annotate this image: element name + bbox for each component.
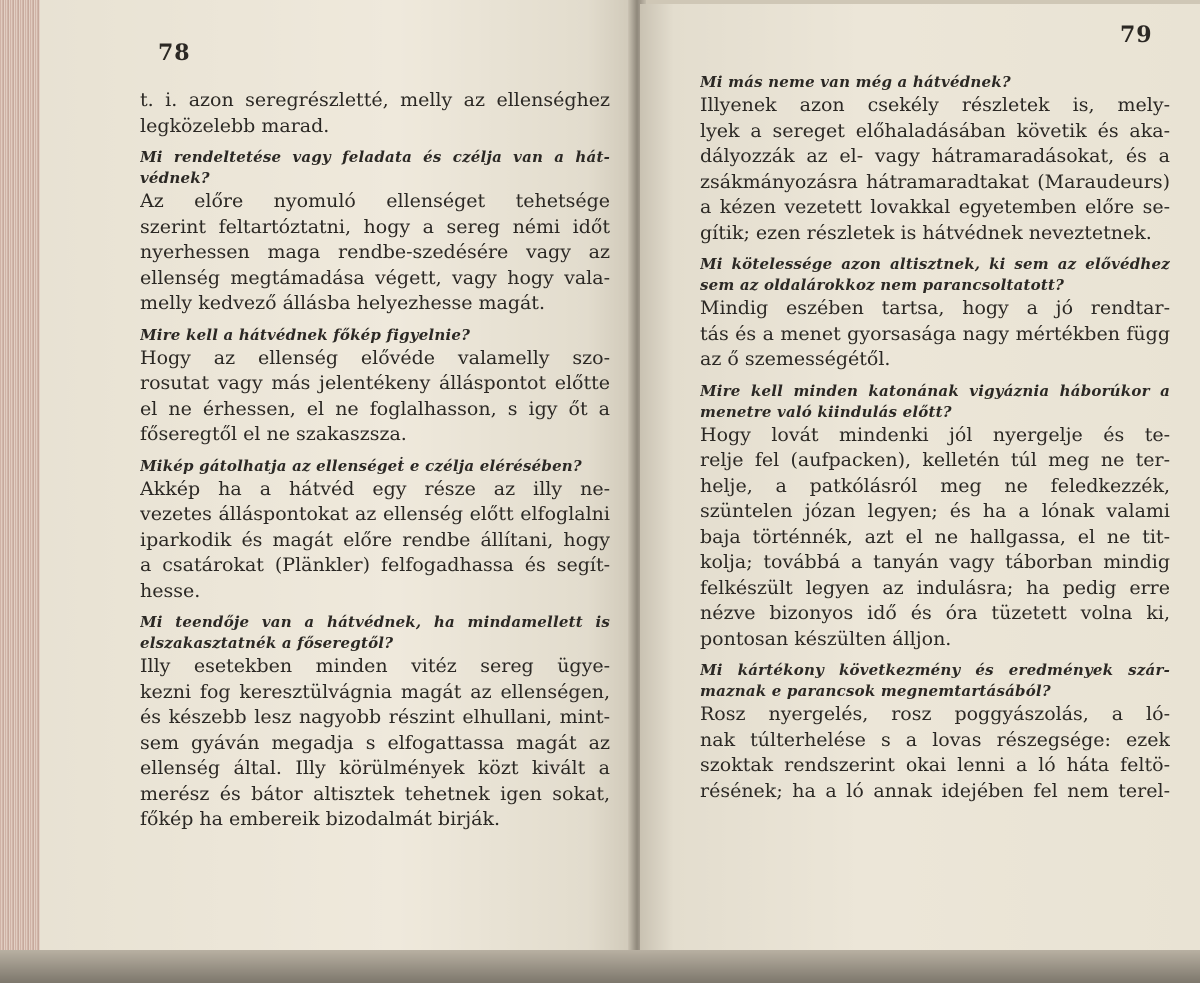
text-line: kolja; továbbá a tanyán vagy táborban mindig bbox=[700, 551, 1170, 573]
text-line: a csatárokat (Plänkler) felfogadhassa és segít- bbox=[140, 554, 610, 576]
text-line: és készebb lesz nagyobb részint elhullani, mint- bbox=[140, 706, 610, 728]
text-line: melly kedvező állásba helyezhesse magát. bbox=[140, 292, 545, 314]
text-line: Illyenek azon csekély részletek is, mely- bbox=[700, 94, 1170, 116]
text-line: szoktak rendszerint okai lenni a ló háta feltö- bbox=[700, 754, 1170, 776]
text-line: Rosz nyergelés, rosz poggyászolás, a ló- bbox=[700, 703, 1170, 725]
text-line: legközelebb marad. bbox=[140, 114, 330, 137]
text-line: Hogy az ellenség elővéde valamelly szo- bbox=[140, 346, 610, 369]
text-line: a kézen vezetett lovakkal egyetemben előre se- bbox=[700, 196, 1170, 218]
right-page-text bbox=[700, 72, 1170, 804]
right-page-number: 79 bbox=[1120, 22, 1153, 48]
text-line: baja történnék, azt el ne hallgassa, el ne tit- bbox=[700, 525, 1170, 548]
text-line: rosutat vagy más jelentékeny álláspontot előtte bbox=[140, 372, 610, 394]
text-line: főseregtől el ne szakaszsza. bbox=[140, 423, 407, 445]
text-line: résének; ha a ló annak idejében fel nem terel- bbox=[700, 779, 1170, 802]
text-line: Hogy lovát mindenki jól nyergelje és te- bbox=[700, 423, 1170, 446]
text-line: helje, a patkólásról meg ne feledkezzék, bbox=[700, 474, 1170, 497]
text-line: szüntelen józan legyen; és ha a lónak valami bbox=[700, 500, 1170, 522]
left-page-number: 78 bbox=[158, 40, 191, 66]
left-page-text bbox=[140, 88, 610, 833]
page-edges bbox=[0, 0, 42, 960]
text-line: nyerhessen maga rendbe-szedésére vagy az bbox=[140, 241, 610, 263]
text-line: vezetes álláspontokat az ellenség előtt elfoglalni bbox=[140, 503, 610, 525]
text-line: nak túlterhelése s a lovas részegsége: ezek bbox=[700, 728, 1170, 751]
text-line: zsákmányozásra hátramaradtakat (Maraudeurs) bbox=[700, 170, 1170, 193]
question-line: Mi kötelessége azon altisztnek, ki sem az elővédhez bbox=[700, 255, 1170, 273]
text-line: sem gyáván megadja s elfogattassa magát az bbox=[140, 731, 610, 754]
question-line: Mi teendője van a hátvédnek, ha mindamellett is bbox=[140, 613, 610, 631]
text-line: Az előre nyomuló ellenséget tehetsége bbox=[140, 190, 610, 212]
text-line: ellenség által. Illy körülmények közt kivált a bbox=[140, 757, 610, 779]
question-line: Mi kártékony következmény és eredmények szár- bbox=[700, 661, 1170, 679]
text-line: dályozzák az el- vagy hátramaradásokat, és a bbox=[700, 145, 1170, 167]
question-line: Mire kell a hátvédnek főkép figyelnie? bbox=[140, 325, 471, 344]
text-line: t. i. azon seregrészletté, melly az ellenséghez bbox=[140, 89, 610, 111]
text-line: felkészült legyen az indulásra; ha pedig erre bbox=[700, 576, 1170, 599]
text-line: relje fel (aufpacken), kelletén túl meg ne ter- bbox=[700, 449, 1170, 471]
left-page bbox=[40, 0, 635, 952]
text-line: gítik; ezen részletek is hátvédnek neveztetnek. bbox=[700, 221, 1152, 244]
text-line: lyek a sereget előhaladásában követik és aka- bbox=[700, 119, 1170, 142]
text-line: nézve bizonyos idő és óra tüzetett volna ki, bbox=[700, 602, 1170, 624]
question-line: védnek? bbox=[140, 169, 210, 187]
right-page bbox=[640, 4, 1200, 952]
question-line: Mikép gátolhatja az ellenségeṫ e czélja elérésében? bbox=[140, 456, 582, 475]
text-line: főkép ha embereik bizodalmát birják. bbox=[140, 808, 501, 830]
question-line: maznak e parancsok megnemtartásából? bbox=[700, 682, 1051, 700]
bottom-edge-shadow bbox=[0, 950, 1200, 983]
question-line: elszakasztatnék a főseregtől? bbox=[140, 634, 394, 652]
text-line: pontosan készülten álljon. bbox=[700, 627, 952, 650]
text-line: szerint feltartóztatni, hogy a sereg némi időt bbox=[140, 215, 610, 238]
text-line: iparkodik és magát előre rendbe állítani, hogy bbox=[140, 528, 610, 551]
text-line: ellenség megtámadása végett, vagy hogy vala- bbox=[140, 266, 610, 289]
text-line: el ne érhessen, el ne foglalhasson, s igy őt a bbox=[140, 397, 610, 420]
question-line: Mire kell minden katonának vigyáznia háborúkor a bbox=[700, 381, 1170, 400]
text-line: Illy esetekben minden vitéz sereg ügye- bbox=[140, 655, 610, 677]
text-line: merész és bátor altisztek tehetnek igen sokat, bbox=[140, 782, 610, 805]
text-line: hesse. bbox=[140, 579, 201, 602]
text-line: tás és a menet gyorsasága nagy mértékben függ bbox=[700, 322, 1170, 345]
question-line: Mi más neme van még a hátvédnek? bbox=[700, 73, 1011, 91]
text-line: Mindig eszében tartsa, hogy a jó rendtar- bbox=[700, 297, 1170, 319]
text-line: az ő szemességétől. bbox=[700, 348, 891, 370]
question-line: sem az oldalárokkoz nem parancsoltatott? bbox=[700, 276, 1065, 294]
question-line: menetre való kiindulás előtt? bbox=[700, 402, 952, 421]
text-line: kezni fog keresztülvágnia magát az ellenségen, bbox=[140, 680, 610, 703]
question-line: Mi rendeltetése vagy feladata és czélja van a hát- bbox=[140, 148, 610, 166]
text-line: Akkép ha a hátvéd egy része az illy ne- bbox=[140, 477, 610, 500]
